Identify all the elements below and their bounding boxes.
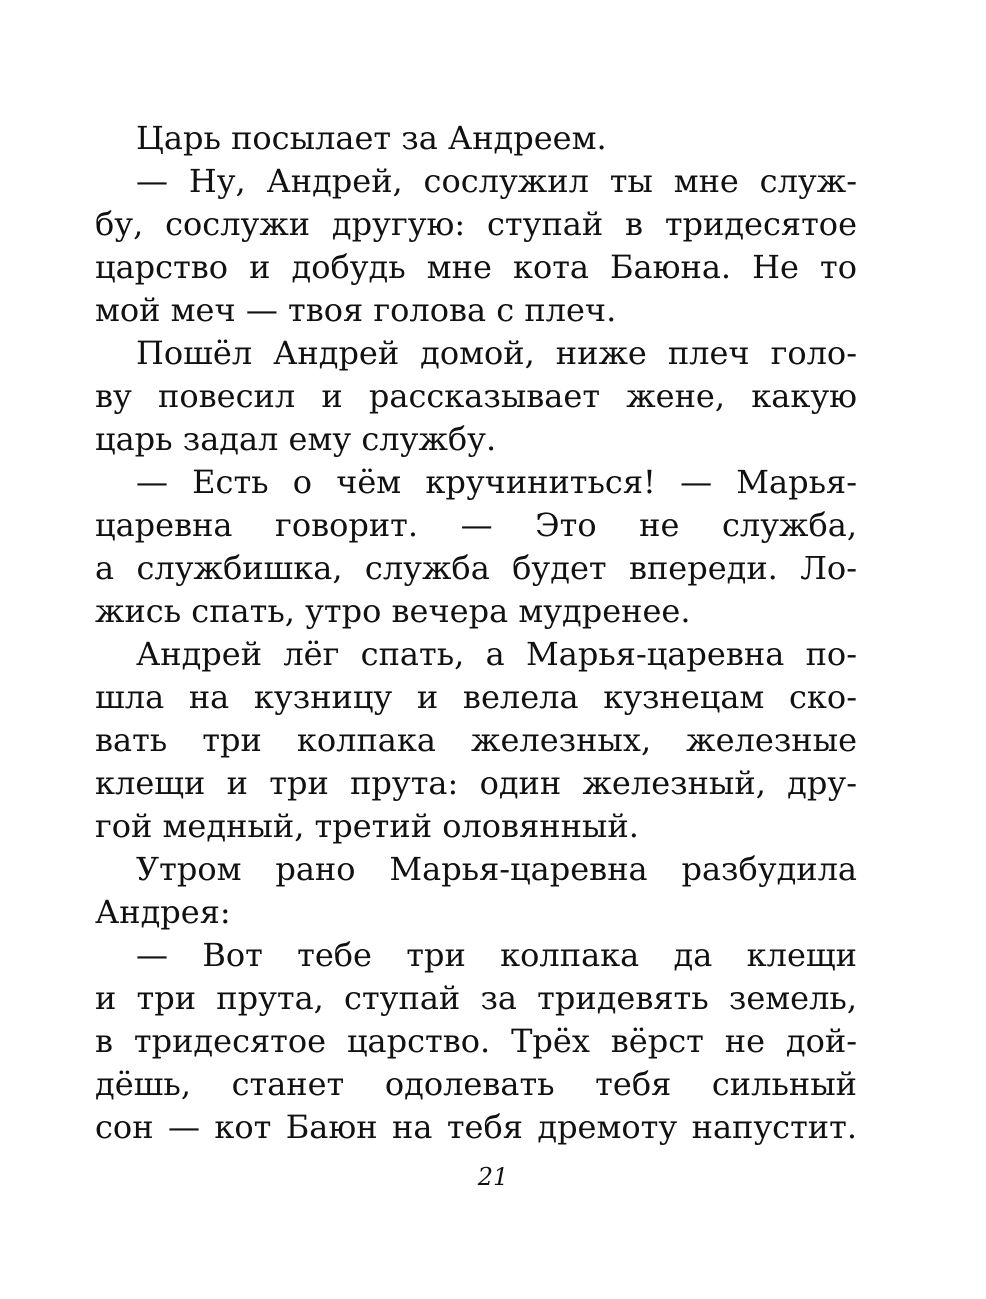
text-line: и три прута, ступай за тридевять земель,: [95, 979, 857, 1017]
text-line: шла на кузницу и велела кузнецам ско-: [95, 678, 857, 716]
text-line: гой медный, третий оловянный.: [95, 807, 639, 845]
text-line: — Есть о чём кручиниться! — Марья-: [136, 463, 857, 501]
text-line: — Ну, Андрей, сослужил ты мне служ-: [136, 162, 857, 200]
text-line: царь задал ему службу.: [95, 420, 497, 458]
text-line: Утром рано Марья-царевна разбудила: [136, 850, 857, 888]
text-line: ву повесил и рассказывает жене, какую: [95, 377, 857, 415]
text-line: а службишка, служба будет впереди. Ло-: [95, 549, 857, 587]
text-line: мой меч — твоя голова с плеч.: [95, 291, 617, 329]
text-line: бу, сослужи другую: ступай в тридесятое: [95, 205, 857, 243]
text-line: Андрея:: [95, 893, 231, 931]
text-line: сон — кот Баюн на тебя дремоту напустит.: [95, 1108, 857, 1146]
text-line: царевна говорит. — Это не служба,: [95, 506, 857, 544]
text-line: царство и добудь мне кота Баюна. Не то: [95, 248, 857, 286]
text-line: Андрей лёг спать, а Марья-царевна по-: [136, 635, 857, 673]
text-line: вать три колпака железных, железные: [95, 721, 857, 759]
text-line: Царь посылает за Андреем.: [136, 119, 607, 157]
text-line: — Вот тебе три колпака да клещи: [136, 936, 857, 974]
page-number: 21: [477, 1163, 509, 1191]
text-line: дёшь, станет одолевать тебя сильный: [95, 1065, 857, 1103]
body-text: [95, 117, 857, 1149]
text-line: в тридесятое царство. Трёх вёрст не дой-: [95, 1022, 857, 1060]
text-line: жись спать, утро вечера мудренее.: [95, 592, 691, 630]
text-line: клещи и три прута: один железный, дру-: [95, 764, 857, 802]
text-line: Пошёл Андрей домой, ниже плеч голо-: [136, 334, 857, 372]
